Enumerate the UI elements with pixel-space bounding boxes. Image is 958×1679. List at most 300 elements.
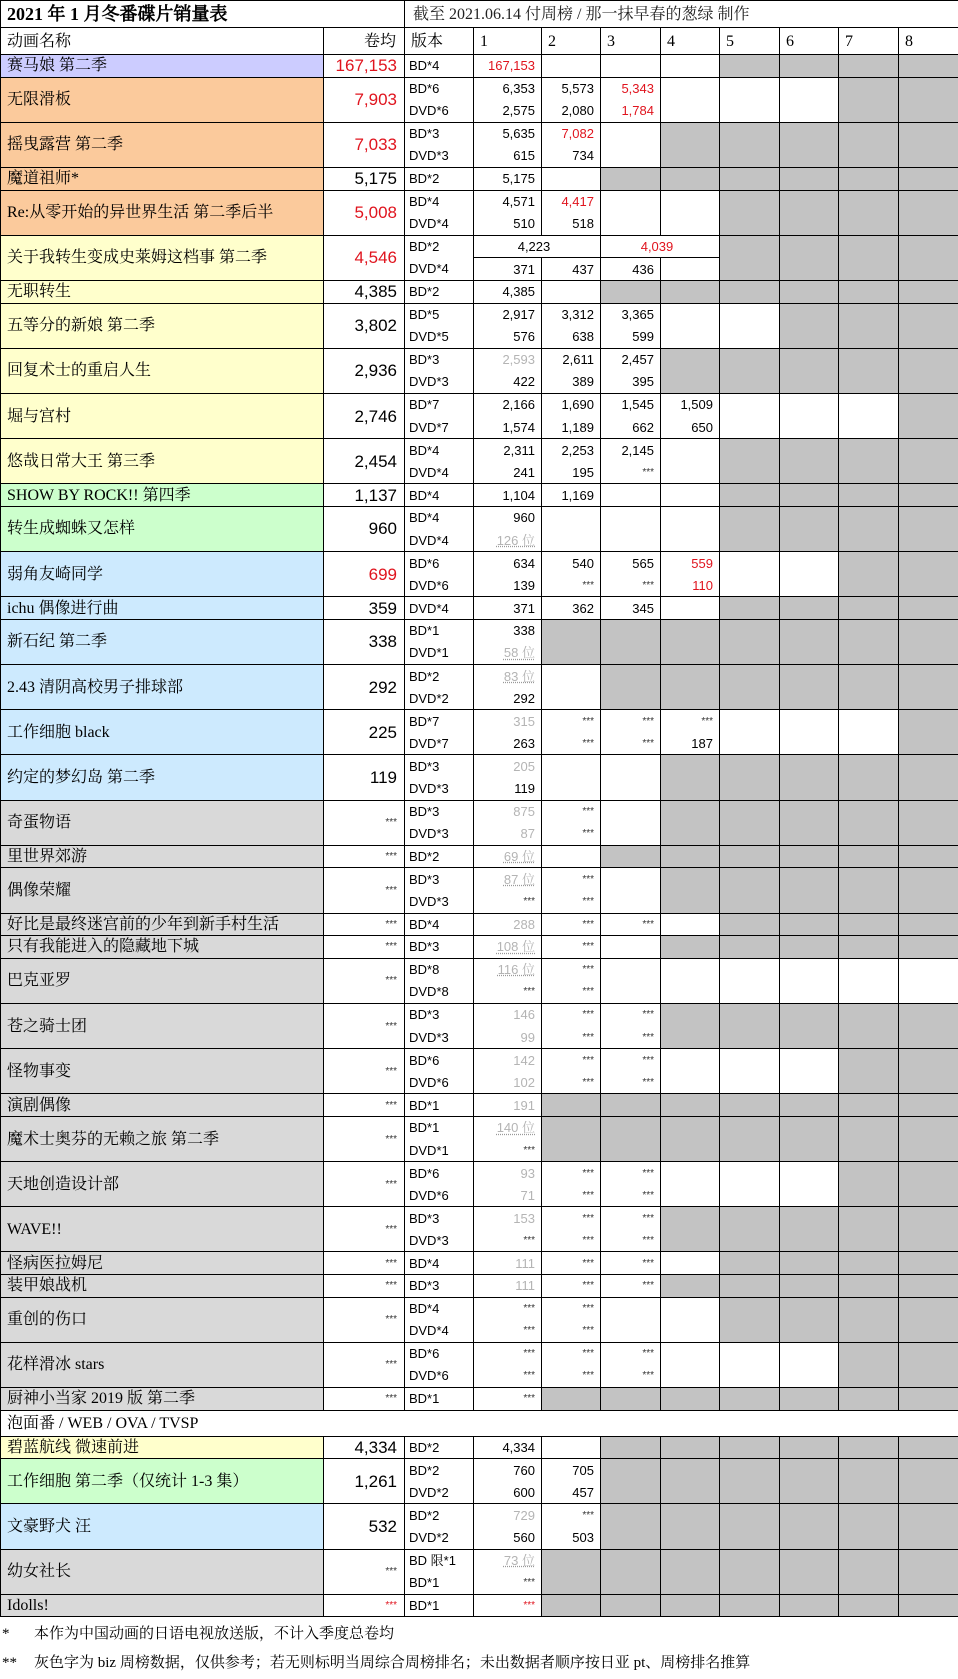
edition-label: BD*3 [405,936,474,959]
empty-cell [601,800,661,823]
unreleased-volume-cell [661,122,720,167]
unreleased-volume-cell [899,1342,958,1387]
unreleased-volume-cell [839,77,899,122]
edition-label: BD*4 [405,55,474,78]
volume-average: 1,261 [324,1459,405,1504]
empty-cell [661,100,720,123]
sales-value: *** [474,1139,542,1162]
sales-value: 1,104 [474,484,542,507]
unreleased-volume-cell [839,1436,899,1459]
sales-value: *** [542,1252,601,1275]
edition-label: BD*1 [405,1572,474,1595]
footnote [0,1650,958,1679]
empty-cell [542,665,601,688]
unreleased-volume-cell [720,439,780,484]
unreleased-volume-cell [661,936,720,959]
sales-value: *** [601,1184,661,1207]
empty-cell [780,1184,839,1207]
edition-label: BD*6 [405,1342,474,1365]
volume-average: 7,033 [324,122,405,167]
anime-name: 天地创造设计部 [1,1162,324,1207]
volume-average: *** [324,1116,405,1161]
empty-cell [780,100,839,123]
anime-name: ichu 偶像进行曲 [1,597,324,620]
weekly-rank: 73 位 [474,1549,542,1572]
unreleased-volume-cell [780,845,839,868]
sales-value: 119 [474,778,542,801]
sales-value: *** [542,1504,601,1527]
sales-value: 5,573 [542,77,601,100]
anime-name: 偶像荣耀 [1,868,324,913]
unreleased-volume-cell [661,1459,720,1504]
volume-average: *** [324,913,405,936]
empty-cell [601,755,661,778]
edition-label: BD*4 [405,1252,474,1275]
unreleased-volume-cell [899,800,958,845]
unreleased-volume-cell [720,845,780,868]
sales-value: 2,253 [542,439,601,462]
edition-label: BD*3 [405,800,474,823]
sales-value: 729 [474,1504,542,1527]
volume-average: *** [324,845,405,868]
edition-label: BD*4 [405,439,474,462]
anime-name: 五等分的新娘 第二季 [1,303,324,348]
unreleased-volume-cell [780,1297,839,1342]
unreleased-volume-cell [720,619,780,664]
empty-cell [661,506,720,529]
volume-average: *** [324,1594,405,1617]
empty-cell [780,1365,839,1388]
sales-value: 389 [542,371,601,394]
edition-label: DVD*4 [405,597,474,620]
volume-average: *** [324,800,405,845]
unreleased-volume-cell [839,1252,899,1275]
unreleased-volume-cell [839,755,899,800]
sales-value: *** [542,936,601,959]
title-row-entry [1,665,958,688]
volume-average: 2,936 [324,348,405,393]
sales-value: 4,385 [474,280,542,303]
empty-cell [661,529,720,552]
unreleased-volume-cell [661,1094,720,1117]
unreleased-volume-cell [899,936,958,959]
unreleased-volume-cell [839,845,899,868]
edition-label: DVD*6 [405,100,474,123]
empty-cell [720,981,780,1004]
edition-label: BD*2 [405,1436,474,1459]
sales-value: 99 [474,1026,542,1049]
anime-name: 无职转生 [1,280,324,303]
unreleased-volume-cell [780,55,839,78]
unreleased-volume-cell [839,1162,899,1207]
edition-label: DVD*6 [405,574,474,597]
unreleased-volume-cell [839,1297,899,1342]
sales-value: 599 [601,326,661,349]
sales-value: 1,509 [661,393,720,416]
empty-cell [780,1162,839,1185]
unreleased-volume-cell [601,1549,661,1594]
volume-average: 119 [324,755,405,800]
edition-label: DVD*6 [405,1071,474,1094]
edition-label: BD*3 [405,755,474,778]
sales-value: *** [542,1071,601,1094]
anime-name: 悠哉日常大王 第三季 [1,439,324,484]
volume-average: 1,137 [324,484,405,507]
unreleased-volume-cell [720,755,780,800]
unreleased-volume-cell [839,1549,899,1594]
anime-name: 奇蛋物语 [1,800,324,845]
empty-cell [661,913,720,936]
empty-cell [661,1184,720,1207]
sales-value: *** [542,1026,601,1049]
volume-average: 4,546 [324,235,405,280]
sales-value: *** [601,1207,661,1230]
unreleased-volume-cell [720,1549,780,1594]
empty-cell [720,393,780,416]
sales-value: *** [542,1162,601,1185]
unreleased-volume-cell [720,936,780,959]
edition-label: DVD*3 [405,778,474,801]
weekly-rank: 140 位 [474,1116,542,1139]
title-row-entry [1,348,958,371]
unreleased-volume-cell [899,1297,958,1342]
volume-average: *** [324,1252,405,1275]
volume-average: *** [324,1388,405,1411]
unreleased-volume-cell [899,710,958,755]
edition-label: BD*2 [405,665,474,688]
unreleased-volume-cell [899,1388,958,1411]
edition-label: BD*6 [405,1049,474,1072]
unreleased-volume-cell [720,506,780,551]
unreleased-volume-cell [720,868,780,913]
sales-value: 650 [661,416,720,439]
unreleased-volume-cell [661,1275,720,1298]
empty-cell [720,574,780,597]
unreleased-volume-cell [899,303,958,348]
anime-name: 幼女社长 [1,1549,324,1594]
unreleased-volume-cell [899,597,958,620]
sales-value: 2,166 [474,393,542,416]
sales-value: *** [474,1342,542,1365]
edition-label: BD*1 [405,619,474,642]
sales-value: *** [474,981,542,1004]
empty-cell [661,1365,720,1388]
empty-cell [839,710,899,733]
footnotes [0,1621,958,1679]
unreleased-volume-cell [661,800,720,845]
sales-value: *** [542,958,601,981]
edition-label: DVD*1 [405,1139,474,1162]
empty-cell [780,1049,839,1072]
sales-value: *** [601,913,661,936]
empty-cell [661,1071,720,1094]
edition-label: DVD*4 [405,461,474,484]
unreleased-volume-cell [661,1003,720,1048]
title-row-entry [1,1342,958,1365]
sales-value: 139 [474,574,542,597]
unreleased-volume-cell [661,755,720,800]
empty-cell [839,958,899,981]
title-row-entry [1,958,958,981]
title-row-entry [1,1436,958,1459]
sales-value: 315 [474,710,542,733]
empty-cell [542,778,601,801]
empty-cell [601,1297,661,1320]
unreleased-volume-cell [780,439,839,484]
edition-label: BD*8 [405,958,474,981]
empty-cell [542,687,601,710]
unreleased-volume-cell [720,1003,780,1048]
edition-label: DVD*4 [405,213,474,236]
empty-cell [601,936,661,959]
sales-value: *** [542,574,601,597]
anime-name: 工作细胞 第二季（仅统计 1-3 集） [1,1459,324,1504]
header-col-4: 4 [661,28,720,55]
page-subtitle: 截至 2021.06.14 付周榜 / 那一抹早春的葱绿 制作 [405,1,958,28]
sales-value: *** [601,1049,661,1072]
volume-average: *** [324,1207,405,1252]
sales-value: *** [601,1071,661,1094]
empty-cell [542,845,601,868]
title-row-entry [1,280,958,303]
edition-label: BD*7 [405,710,474,733]
empty-cell [542,1436,601,1459]
sales-value: 110 [661,574,720,597]
title-row-entry [1,122,958,145]
unreleased-volume-cell [780,1459,839,1504]
sales-value: *** [542,981,601,1004]
unreleased-volume-cell [899,122,958,167]
title-row-entry [1,936,958,959]
empty-cell [661,55,720,78]
sales-value: 93 [474,1162,542,1185]
sales-value: 576 [474,326,542,349]
anime-name: WAVE!! [1,1207,324,1252]
empty-cell [661,1297,720,1320]
unreleased-volume-cell [720,235,780,280]
unreleased-volume-cell [720,800,780,845]
edition-label: BD*2 [405,1459,474,1482]
unreleased-volume-cell [839,190,899,235]
unreleased-volume-cell [839,1504,899,1549]
unreleased-volume-cell [839,280,899,303]
edition-label: BD*5 [405,303,474,326]
unreleased-volume-cell [899,845,958,868]
sales-value: *** [601,1162,661,1185]
empty-cell [839,732,899,755]
anime-name: 魔道祖师* [1,167,324,190]
sales-value: *** [601,574,661,597]
volume-average: *** [324,1297,405,1342]
unreleased-volume-cell [601,1459,661,1504]
empty-cell [661,439,720,462]
sales-value: *** [601,1275,661,1298]
empty-cell [601,958,661,981]
unreleased-volume-cell [601,1094,661,1117]
sales-value: *** [601,1003,661,1026]
sales-value: 3,365 [601,303,661,326]
volume-average: *** [324,1342,405,1387]
edition-label: DVD*5 [405,326,474,349]
anime-name: 花样滑冰 stars [1,1342,324,1387]
unreleased-volume-cell [542,1388,601,1411]
sales-value: 5,175 [474,167,542,190]
sales-value: 638 [542,326,601,349]
title-row-entry [1,1504,958,1527]
empty-cell [601,868,661,891]
edition-label: DVD*8 [405,981,474,1004]
volume-average: *** [324,1275,405,1298]
header-col-2: 2 [542,28,601,55]
anime-name: 转生成蜘蛛又怎样 [1,506,324,551]
title-row [1,1,958,28]
page-title: 2021 年 1 月冬番碟片销量表 [1,1,405,28]
sales-value: 662 [601,416,661,439]
anime-name: SHOW BY ROCK!! 第四季 [1,484,324,507]
unreleased-volume-cell [720,597,780,620]
title-row-entry [1,1459,958,1482]
empty-cell [780,552,839,575]
unreleased-volume-cell [839,665,899,710]
unreleased-volume-cell [899,1549,958,1594]
sales-value: 518 [542,213,601,236]
edition-label: DVD*3 [405,145,474,168]
volume-average: *** [324,1003,405,1048]
anime-name: 赛马娘 第二季 [1,55,324,78]
edition-label: BD*3 [405,348,474,371]
empty-cell [839,981,899,1004]
volume-average: *** [324,1162,405,1207]
sales-value: 560 [474,1527,542,1550]
empty-cell [661,213,720,236]
unreleased-volume-cell [780,868,839,913]
empty-cell [720,1184,780,1207]
anime-name: 只有我能进入的隐藏地下城 [1,936,324,959]
unreleased-volume-cell [720,1207,780,1252]
empty-cell [661,597,720,620]
sales-value: *** [474,890,542,913]
sales-value: 153 [474,1207,542,1230]
empty-cell [601,122,661,145]
empty-cell [720,552,780,575]
sales-value: 5,635 [474,122,542,145]
empty-cell [720,100,780,123]
sales-value: 1,545 [601,393,661,416]
unreleased-volume-cell [780,122,839,167]
unreleased-volume-cell [899,439,958,484]
unreleased-volume-cell [899,1003,958,1048]
title-row-entry [1,1297,958,1320]
title-row-entry [1,619,958,642]
header-col-8: 8 [899,28,958,55]
sales-value: 2,080 [542,100,601,123]
edition-label: BD*3 [405,1003,474,1026]
unreleased-volume-cell [839,167,899,190]
edition-label: DVD*4 [405,258,474,281]
empty-cell [780,710,839,733]
unreleased-volume-cell [839,1388,899,1411]
sales-value: 705 [542,1459,601,1482]
unreleased-volume-cell [601,845,661,868]
sales-value: 2,145 [601,439,661,462]
unreleased-volume-cell [899,1275,958,1298]
unreleased-volume-cell [899,348,958,393]
unreleased-volume-cell [839,936,899,959]
volume-average: *** [324,1049,405,1094]
unreleased-volume-cell [839,1275,899,1298]
unreleased-volume-cell [780,800,839,845]
volume-average: 225 [324,710,405,755]
sales-value: 1,574 [474,416,542,439]
edition-label: DVD*2 [405,1527,474,1550]
sales-value: 263 [474,732,542,755]
sales-value: 540 [542,552,601,575]
unreleased-volume-cell [780,1252,839,1275]
sales-value: 2,611 [542,348,601,371]
sales-value: 187 [661,732,720,755]
sales-value: *** [542,800,601,823]
empty-cell [720,958,780,981]
sales-value: *** [542,1275,601,1298]
header-col-6: 6 [780,28,839,55]
unreleased-volume-cell [542,1549,601,1594]
unreleased-volume-cell [839,122,899,167]
title-row-entry [1,484,958,507]
anime-name: 关于我转生变成史莱姆这档事 第二季 [1,235,324,280]
title-row-entry [1,1388,958,1411]
edition-label: BD*6 [405,77,474,100]
volume-average: 4,385 [324,280,405,303]
sales-value: 422 [474,371,542,394]
edition-label: BD*2 [405,280,474,303]
sales-value: 111 [474,1275,542,1298]
unreleased-volume-cell [542,1116,601,1161]
unreleased-volume-cell [601,1594,661,1617]
title-row-entry [1,506,958,529]
anime-name: 厨神小当家 2019 版 第二季 [1,1388,324,1411]
sales-value: *** [661,710,720,733]
sales-value: 292 [474,687,542,710]
unreleased-volume-cell [542,619,601,664]
unreleased-volume-cell [899,1094,958,1117]
sales-value: 1,690 [542,393,601,416]
sales-value: *** [542,1320,601,1343]
empty-cell [780,393,839,416]
sales-value: *** [474,1594,542,1617]
unreleased-volume-cell [720,1116,780,1161]
unreleased-volume-cell [601,1504,661,1549]
empty-cell [661,1162,720,1185]
section-row [1,1410,958,1436]
anime-name: 堀与宫村 [1,393,324,438]
unreleased-volume-cell [899,1162,958,1207]
title-row-entry [1,913,958,936]
footnote-mark: ** [2,1655,17,1672]
unreleased-volume-cell [839,1207,899,1252]
unreleased-volume-cell [899,1459,958,1504]
sales-value: *** [601,1026,661,1049]
anime-name: 怪病医拉姆尼 [1,1252,324,1275]
unreleased-volume-cell [780,665,839,710]
sales-value: *** [601,1365,661,1388]
unreleased-volume-cell [720,122,780,167]
empty-cell [720,1071,780,1094]
empty-cell [720,1342,780,1365]
sales-value: 503 [542,1527,601,1550]
unreleased-volume-cell [720,665,780,710]
sales-value: 2,457 [601,348,661,371]
edition-label: BD*3 [405,1275,474,1298]
